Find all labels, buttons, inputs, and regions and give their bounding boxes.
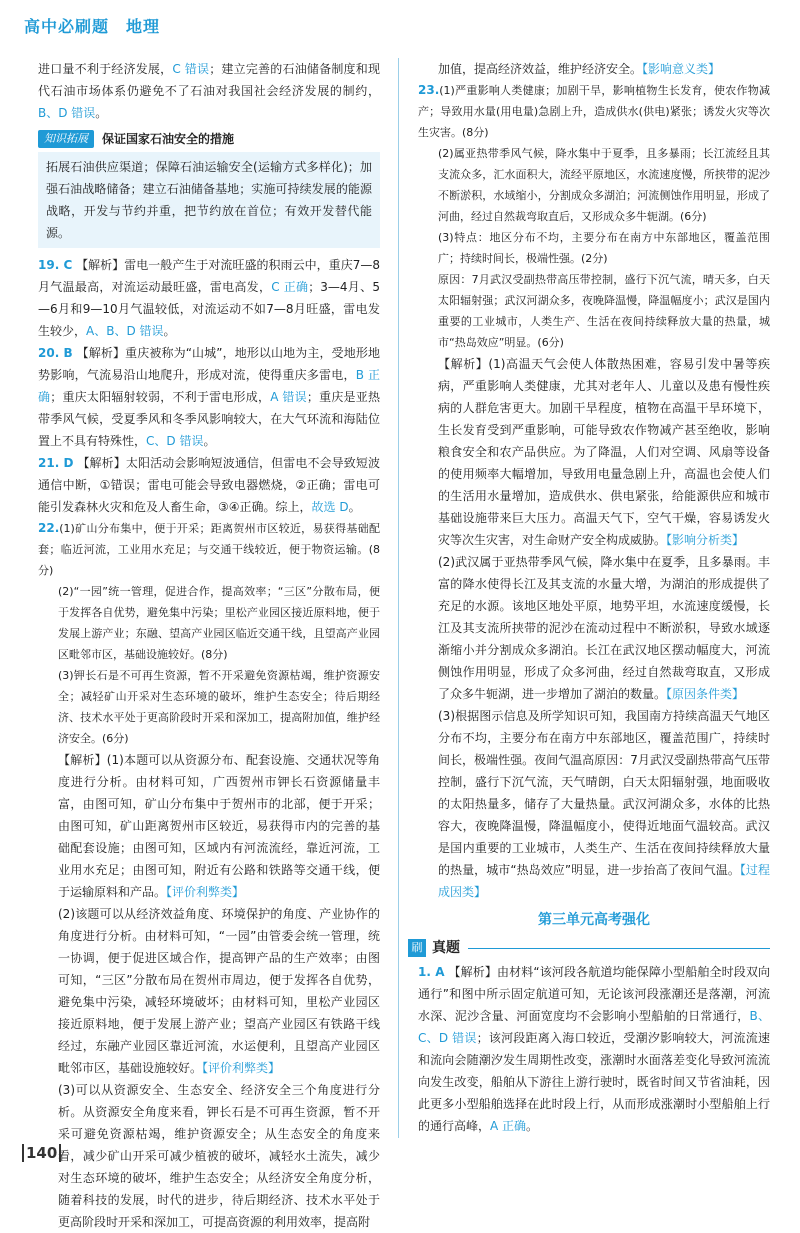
answer-22: 22.(1)矿山分布集中，便于开采；距离贺州市区较近，易获得基础配套；临近河流，工业用水充足；与交通干线较近，便于物资运输。(8分) (2)“一园”统一管理，促进合作，提高效率；“三区”分散布局，便于发挥各自优势，避免集中污染；里松产业园区接近原料地，便于发展上游产业；东融、望高产业园区临近交通干线，且望高产业园区毗邻市区，基础设施较好。(8分) (3)钾长石是不可再生资源，暂不开采避免资源枯竭，维护资源安全；减轻矿山开采对生态环境的破坏，维护生态安全；待后期经济、技术水平处于更高阶段时开采和深加工，提高附加值，维护经济安全。(6分) 【解析】(1)本题可以从资源分布、配套设施、交通状况等角度进行分析。由材料可知，广西贺州市钾长石资源储量丰富，由图可知，矿山分布集中于贺州市的北部，便于开采；由图可知，矿山距离贺州市区较近，易获得市内的完善的基础配套设施；由图可知，区域内有河流流经，靠近河流，工业用水充足；由图可知，附近有公路和铁路等交通干线，便于运输原料和产品。【评价利弊类】 (2)该题可以从经济效益角度、环境保护的角度、产业协作的角度进行分析。由材料可知，“一园”由管委会统一管理，统一协调，便于促进区域合作，提高钾产品的生产效率；由图可知，“三区”分散布局在贺州市周边，便于发挥各自优势，避免集中污染，减轻环境破坏；由材料可知，里松产业园区接近原料地，便于发展上游产业；望高产业园区有铁路干线经过，东融产业园区靠近河流，水运便利，且望高产业园区毗邻市区，基础设施较好。【评价利弊类】 (3)可以从资源安全、生态安全、经济安全三个角度进行分析。从资源安全角度来看，钾长石是不可再生资源，暂不开采可避免资源枯竭，维护资源安全；从生态安全的角度来看，减少矿山开采可减少植被的破坏，减轻水土流失，减少对生态环境的破坏，维护生态安全；从经济安全角度分析，随着科技的发展，时代的进步，待后期经济、技术水平处于更高阶段时开采和深加工，可提高资源的利用效率，提高附	[38, 521, 380, 1229]
continued-text: 加值，提高经济效益，维护经济安全。【影响意义类】	[438, 62, 721, 76]
question-number: 23.	[418, 83, 440, 97]
running-head: 高中必刷题 地理	[24, 17, 161, 36]
answer-tag: C 错误	[172, 62, 210, 76]
zhenti-header	[408, 937, 770, 959]
question-number: 22.	[38, 521, 60, 535]
header-rule	[468, 948, 770, 949]
question-number: 20. B	[38, 346, 73, 360]
knowledge-box-title	[38, 128, 380, 150]
question-number: 1. A	[418, 965, 445, 979]
brush-icon: 刷	[408, 939, 426, 957]
answer-20: 20. B 【解析】重庆被称为“山城”，地形以山地为主，受地形地势影响，气流易沿山地爬升，形成对流，使得重庆多雷电，B 正确；重庆太阳辐射较弱，不利于雷电形成，A 错误；重庆是亚热带季风气候，受夏季风和冬季风影响较大，在大气环流和海陆位置上不具有特殊性，C、D 错误。	[38, 346, 380, 448]
page-number: 140	[22, 1144, 61, 1162]
zhenti-label: 真题	[432, 940, 460, 956]
left-column	[38, 58, 380, 1233]
answer-tag: B、D 错误	[38, 106, 96, 120]
knowledge-heading: 保证国家石油安全的措施	[102, 132, 235, 146]
section-title: 第三单元高考强化	[538, 912, 650, 928]
knowledge-box: 拓展石油供应渠道；保障石油运输安全(运输方式多样化)；加强石油战略储备；建立石油储备基地；实施可持续发展的能源战略，开发与节约并重，把节约放在首位；有效开发替代能源。	[38, 152, 380, 248]
question-number: 21. D	[38, 456, 74, 470]
answer-23: 23.(1)严重影响人类健康；加剧干旱，影响植物生长发育，使农作物减产；导致用水量(用电量)急剧上升，造成供水(供电)紧张；诱发火灾等次生灾害。(8分) (2)属亚热带季风气候，降水集中于夏季，且多暴雨；长江流经且其支流众多，汇水面积大，流经平原地区，水流速度慢，所挟带的泥沙不断淤积，水域缩小，分割成众多湖泊；河流侧蚀作用明显，形成了河曲，经过自然裁弯取直后，又形成众多牛轭湖。(6分) (3)特点：地区分布不均，主要分布在南方中东部地区，覆盖范围广；持续时间长，极端性强。(2分) 原因：7月武汉受副热带高压带控制，盛行下沉气流，晴天多，白天太阳辐射强；武汉河湖众多，夜晚降温慢，降温幅度小；武汉是国内重要的工业城市，人类生产、生活在夜间持续释放大量的热量，城市“热岛效应”明显。(6分) 【解析】(1)高温天气会使人体散热困难，容易引发中暑等疾病，严重影响人类健康，尤其对老年人、儿童以及患有慢性疾病的人群危害更大。加剧干旱程度，植物在高温干旱环境下，生长发育受到严重影响，可能导致农作物减产甚至绝收，影响粮食安全和农产品供应。为了降温，人们对空调、风扇等设备的使用频率大幅增加，导致用电量急剧上升，高温也会使人们的生活用水量增加，造成供水、供电紧张，给能源供应和城市基础设施带来巨大压力。高温天气下，空气干燥，容易诱发火灾等次生灾害，对生命财产安全构成威胁。【影响分析类】 (2)武汉属于亚热带季风气候，降水集中在夏季，且多暴雨。丰富的降水使得长江及其支流的水量大增，为湖泊的形成提供了充足的水源。该地区地处平原，地势平坦，水流速度缓慢，长江及其支流所挟带的泥沙在流动过程中不断淤积，导致水域逐渐缩小并分割成众多湖泊。长江在武汉地区摆动幅度大，河流侧蚀作用明显，形成了众多河曲，经过自然裁弯取直，又形成了众多牛轭湖，进一步增加了湖泊的数量。【原因条件类】 (3)根据图示信息及所学知识可知，我国南方持续高温天气地区分布不均，主要分布在南方中东部地区，覆盖范围广，持续时间长，极端性强。夜间气温高原因：7月武汉受副热带高气压带控制，盛行下沉气流，天气晴朗，白天太阳辐射强，地面吸收的太阳热量多，储存了大量热量。武汉河湖众多，水体的比热容大，夜晚降温慢，降温幅度小，使得近地面气温较高。武汉是国内重要的工业城市，人类生产、生活在夜间持续释放大量的热量，城市“热岛效应”明显，进一步抬高了夜间气温。【过程成因类】	[418, 83, 770, 899]
question-number: 19. C	[38, 258, 73, 272]
answer-19: 19. C 【解析】雷电一般产生于对流旺盛的积雨云中，重庆7—8月气温最高，对流运动最旺盛，雷电高发，C 正确；3—4月、5—6月和9—10月气温较低，对流运动不如7—8月旺盛，雷电发生较少，A、B、D 错误。	[38, 258, 380, 338]
right-column	[411, 58, 770, 1137]
knowledge-badge: 知识拓展	[38, 130, 94, 148]
column-divider	[398, 58, 399, 1138]
intro-paragraph: 进口量不利于经济发展，C 错误；建立完善的石油储备制度和现代石油市场体系仍避免不了石油对我国社会经济发展的制约，B、D 错误。	[38, 62, 380, 120]
answer-r1: 1. A 【解析】由材料“该河段各航道均能保障小型船舶全时段双向通行”和图中所示固定航道可知，无论该河段涨潮还是落潮，河流水深、泥沙含量、河面宽度均不会影响小型船舶的日常通行，B、C、D 错误；该河段距离入海口较近，受潮汐影响较大，河流流速和流向会随潮汐发生周期性改变，涨潮时水面落差变化导致河流流向发生改变，船舶从下游往上游行驶时，既省时间又节省油耗，因此更多小型船舶选择在此时段上行，从而形成涨潮时小型船舶上行的通行高峰，A 正确。	[418, 965, 770, 1133]
answer-21: 21. D 【解析】太阳活动会影响短波通信，但雷电不会导致短波通信中断，①错误；雷电可能会导致电器燃烧，②正确；雷电可能引发森林火灾和危及人畜生命，③④正确。综上，故选 D。	[38, 456, 380, 514]
